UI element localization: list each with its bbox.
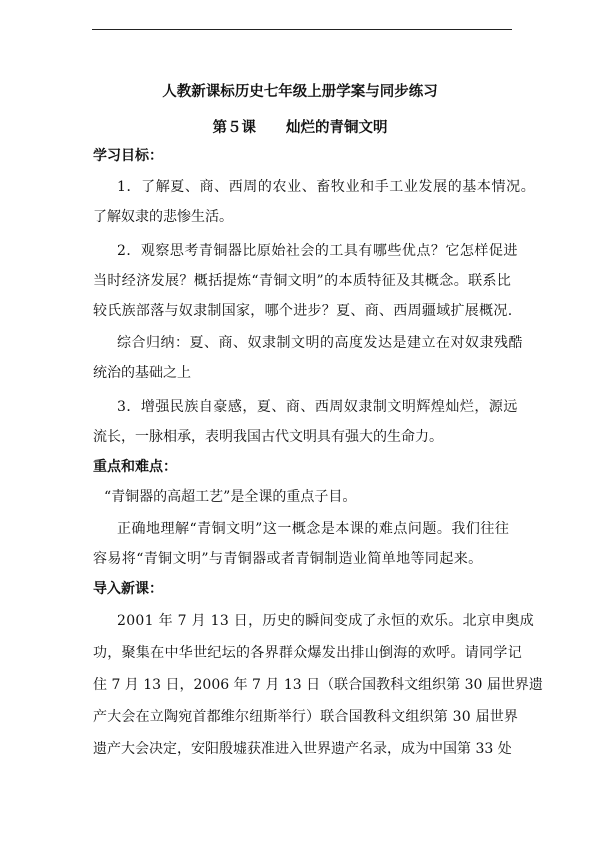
intro-line-5: 遗产大会决定，安阳殷墟获准进入世界遗产名录，成为中国第 33 处 — [93, 741, 512, 757]
intro-line-4: 产大会在立陶宛首都维尔纽斯举行）联合国教科文组织第 30 届世界 — [93, 709, 519, 725]
intro-line-1: 2001 年 7 月 13 日，历史的瞬间变成了永恒的欢乐。北京申奥成 — [117, 613, 535, 629]
summary-line-2: 统治的基础之上 — [93, 365, 191, 381]
key-point-line: “青铜器的高超工艺”是全课的重点子目。 — [104, 489, 357, 505]
objective-1-line-1: 1．了解夏、商、西周的农业、畜牧业和手工业发展的基本情况。 — [117, 179, 536, 195]
objective-3-line-2: 流长，一脉相承，表明我国古代文明具有强大的生命力。 — [93, 429, 443, 445]
difficulty-line-2: 容易将“青铜文明”与青铜器或者青铜制造业简单地等同起来。 — [93, 551, 483, 567]
objective-1-line-2: 了解奴隶的悲惨生活。 — [93, 209, 233, 225]
objectives-heading: 学习目标： — [93, 148, 163, 164]
intro-line-2: 功，聚集在中华世纪坛的各界群众爆发出排山倒海的欢呼。请同学记 — [93, 645, 522, 661]
lesson-title: 灿烂的青铜文明 — [286, 120, 388, 136]
objective-2-line-2: 当时经济发展？概括提炼“青铜文明”的本质特征及其概念。联系比 — [93, 273, 512, 289]
objective-2-line-3: 较氏族部落与奴隶制国家，哪个进步？夏、商、西周疆域扩展概况. — [93, 303, 513, 319]
objective-2-line-1: 2．观察思考青铜器比原始社会的工具有哪些优点？它怎样促进 — [117, 243, 518, 259]
lesson-number: 第５课 — [212, 120, 256, 136]
header-rule — [92, 29, 512, 30]
key-points-heading: 重点和难点： — [93, 459, 177, 475]
objective-3-line-1: 3．增强民族自豪感，夏、商、西周奴隶制文明辉煌灿烂，源远 — [117, 399, 518, 415]
difficulty-line-1: 正确地理解“青铜文明”这一概念是本课的难点问题。我们往往 — [117, 521, 510, 537]
summary-line-1: 综合归纳：夏、商、奴隶制文明的高度发达是建立在对奴隶残酷 — [117, 335, 523, 351]
intro-heading: 导入新课： — [93, 581, 163, 597]
intro-line-3: 住 7 月 13 日，2006 年 7 月 13 日（联合国教科文组织第 30 届世界遗 — [93, 677, 543, 693]
lesson-heading — [0, 116, 600, 137]
document-title: 人教新课标历史七年级上册学案与同步练习 — [162, 84, 438, 100]
